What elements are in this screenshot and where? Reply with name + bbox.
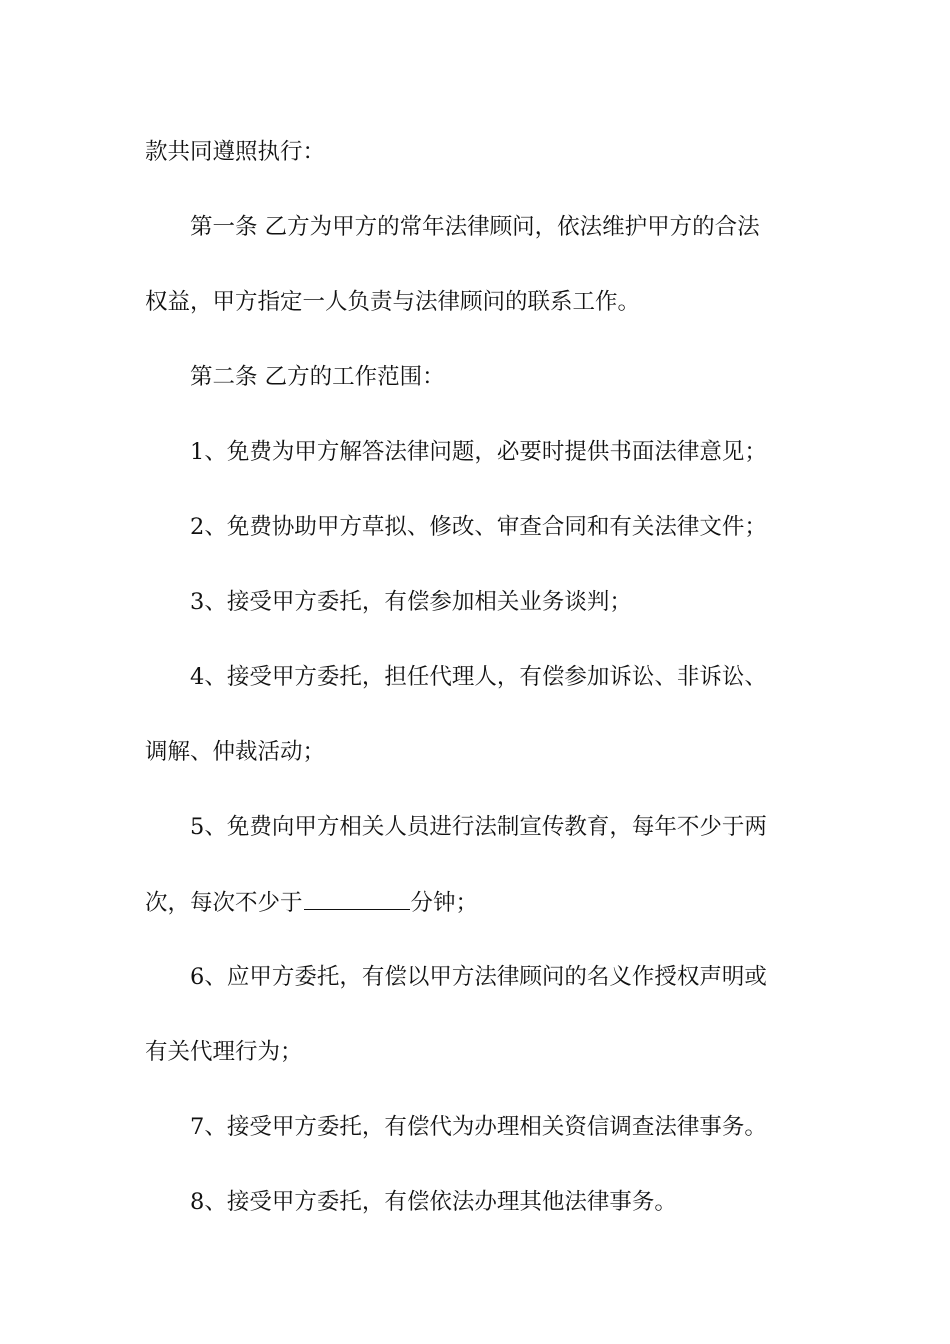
list-item-5-text-before: 次，每次不少于: [145, 890, 303, 916]
list-item-5-line-2: [145, 887, 815, 918]
text-line: 款共同遵照执行：: [145, 139, 326, 165]
list-item-5-text-after: 分钟；: [410, 890, 479, 916]
article-1-line-2: 权益，甲方指定一人负责与法律顾问的联系工作。: [145, 289, 641, 315]
article-1-line-1: 第一条 乙方为甲方的常年法律顾问，依法维护甲方的合法: [190, 214, 760, 240]
list-item-4-line-1: 4、接受甲方委托，担任代理人，有偿参加诉讼、非诉讼、: [190, 664, 767, 690]
list-item-7: 7、接受甲方委托，有偿代为办理相关资信调查法律事务。: [190, 1114, 767, 1140]
list-item-1: 1、免费为甲方解答法律问题，必要时提供书面法律意见；: [190, 439, 767, 465]
list-item-6-line-2: 有关代理行为；: [145, 1039, 303, 1065]
list-item-8: 8、接受甲方委托，有偿依法办理其他法律事务。: [190, 1189, 677, 1215]
fill-in-blank: [304, 887, 410, 910]
list-item-6-line-1: 6、应甲方委托，有偿以甲方法律顾问的名义作授权声明或: [190, 964, 767, 990]
list-item-2: 2、免费协助甲方草拟、修改、审查合同和有关法律文件；: [190, 514, 767, 540]
article-2-heading: 第二条 乙方的工作范围：: [190, 364, 445, 390]
list-item-5-line-1: 5、免费向甲方相关人员进行法制宣传教育，每年不少于两: [190, 814, 767, 840]
list-item-4-line-2: 调解、仲裁活动；: [145, 739, 326, 765]
list-item-3: 3、接受甲方委托，有偿参加相关业务谈判；: [190, 589, 632, 615]
